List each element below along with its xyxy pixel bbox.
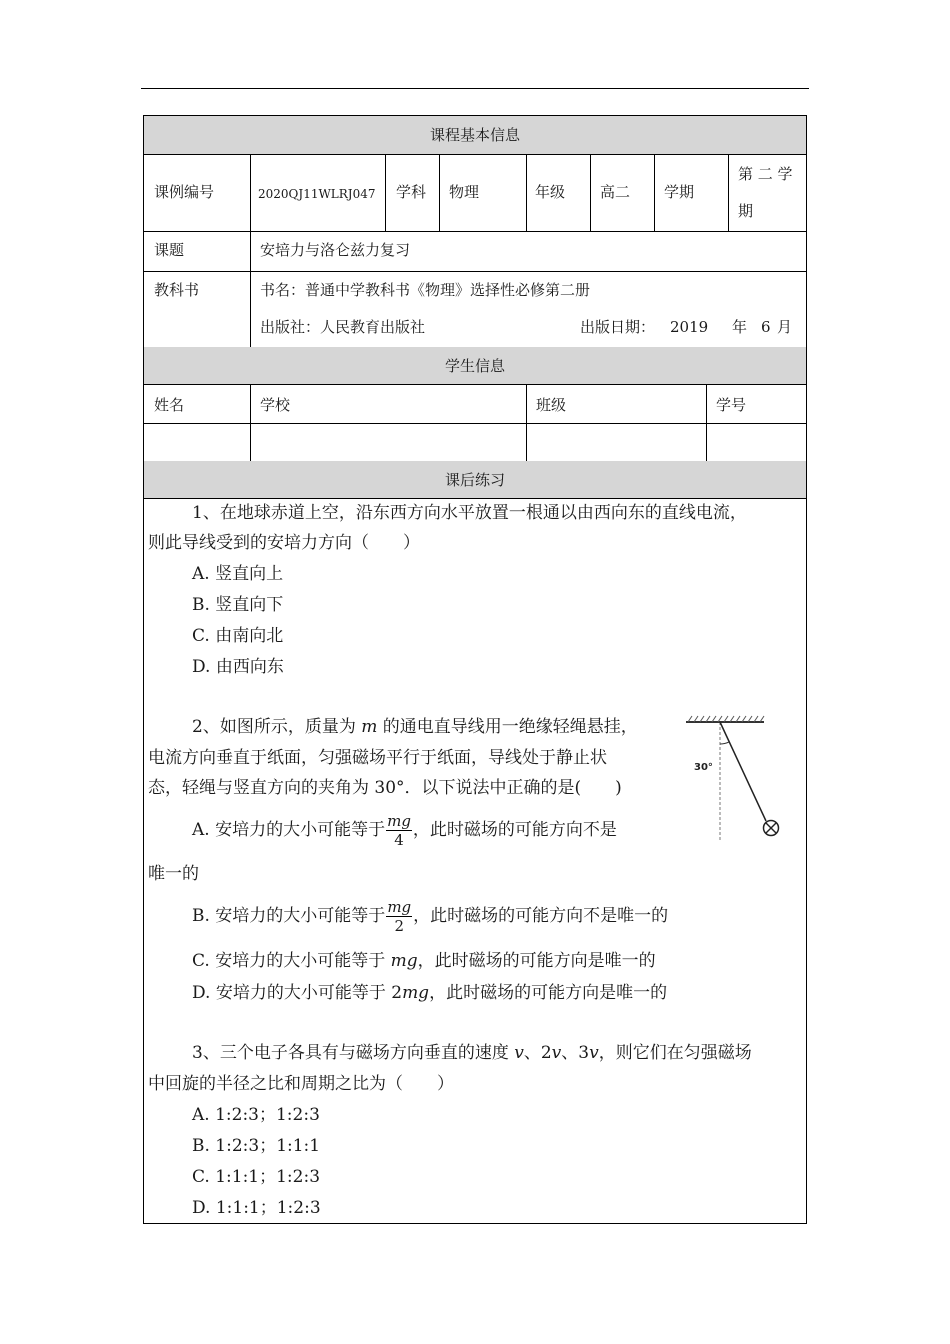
q3-option-d: D. 1:1:1；1:2:3 — [192, 1198, 321, 1218]
q3-option-a: A. 1:2:3；1:2:3 — [192, 1105, 320, 1125]
q1-option-d: D. 由西向东 — [192, 657, 284, 677]
q1-option-b: B. 竖直向下 — [192, 595, 284, 615]
term-value-line2: 期 — [738, 202, 754, 220]
q1-line1: 1、在地球赤道上空，沿东西方向水平放置一根通以由西向东的直线电流， — [192, 503, 747, 523]
topic-label: 课题 — [154, 241, 185, 259]
term-label: 学期 — [664, 183, 695, 201]
book-name: 书名：普通中学教科书《物理》选择性必修第二册 — [260, 281, 591, 299]
homework-header: 课后练习 — [144, 461, 806, 499]
q1-option-a: A. 竖直向上 — [192, 564, 284, 584]
fraction-mg-over-2: $\frac{mg}{2}$ — [387, 898, 412, 935]
grade-label: 年级 — [535, 183, 566, 201]
pendulum-figure — [682, 714, 788, 846]
student-class-label: 班级 — [536, 396, 567, 414]
student-number-label: 学号 — [716, 396, 747, 414]
course-id-value: 2020QJ11WLRJ047 — [258, 187, 376, 201]
q2-option-a: A. 安培力的大小可能等于 $\frac{mg}{4}$ ，此时磁场的可能方向不是 — [192, 812, 617, 849]
lesson-table — [143, 115, 807, 1224]
angle-label: 30° — [694, 762, 713, 773]
fraction-mg-over-4: $\frac{mg}{4}$ — [387, 812, 411, 849]
q2-option-c: C. 安培力的大小可能等于 mg，此时磁场的可能方向是唯一的 — [192, 951, 656, 971]
student-name-label: 姓名 — [154, 396, 185, 414]
header-rule — [141, 88, 809, 89]
textbook-label: 教科书 — [154, 281, 200, 299]
pub-date-label: 出版日期： — [580, 318, 656, 336]
pub-year-unit: 年 — [732, 318, 748, 336]
q1-option-c: C. 由南向北 — [192, 626, 284, 646]
student-school-label: 学校 — [260, 396, 291, 414]
term-value-line1: 第 二 学 — [738, 165, 793, 183]
pub-year: 2019 — [670, 318, 709, 336]
subject-label: 学科 — [396, 183, 427, 201]
publisher: 出版社：人民教育出版社 — [260, 318, 426, 336]
pub-month: 6 — [761, 318, 771, 336]
q2-line1: 2、如图所示，质量为 m 的通电直导线用一绝缘轻绳悬挂， — [192, 717, 638, 737]
q2-option-d: D. 安培力的大小可能等于 2mg，此时磁场的可能方向是唯一的 — [192, 983, 668, 1003]
q2-option-a-cont: 唯一的 — [148, 864, 199, 884]
course-info-header: 课程基本信息 — [144, 116, 806, 155]
q3-line1: 3、三个电子各具有与磁场方向垂直的速度 v、2v、3v，则它们在匀强磁场 — [192, 1043, 752, 1063]
q2-line2: 电流方向垂直于纸面，匀强磁场平行于纸面，导线处于静止状 — [148, 748, 607, 768]
q3-option-b: B. 1:2:3；1:1:1 — [192, 1136, 321, 1156]
grade-value: 高二 — [600, 183, 631, 201]
q2-option-b: B. 安培力的大小可能等于 $\frac{mg}{2}$ ，此时磁场的可能方向不是唯一的 — [192, 898, 669, 935]
course-id-label: 课例编号 — [154, 183, 215, 201]
pub-month-unit: 月 — [777, 318, 793, 336]
q3-line2: 中回旋的半径之比和周期之比为（ ） — [148, 1074, 454, 1094]
student-info-header: 学生信息 — [144, 347, 806, 385]
subject-value: 物理 — [449, 183, 480, 201]
q2-line3: 态，轻绳与竖直方向的夹角为 30°．以下说法中正确的是( ) — [148, 778, 622, 798]
q1-line2: 则此导线受到的安培力方向（ ） — [148, 533, 420, 553]
topic-value: 安培力与洛仑兹力复习 — [260, 241, 411, 259]
q3-option-c: C. 1:1:1；1:2:3 — [192, 1167, 321, 1187]
